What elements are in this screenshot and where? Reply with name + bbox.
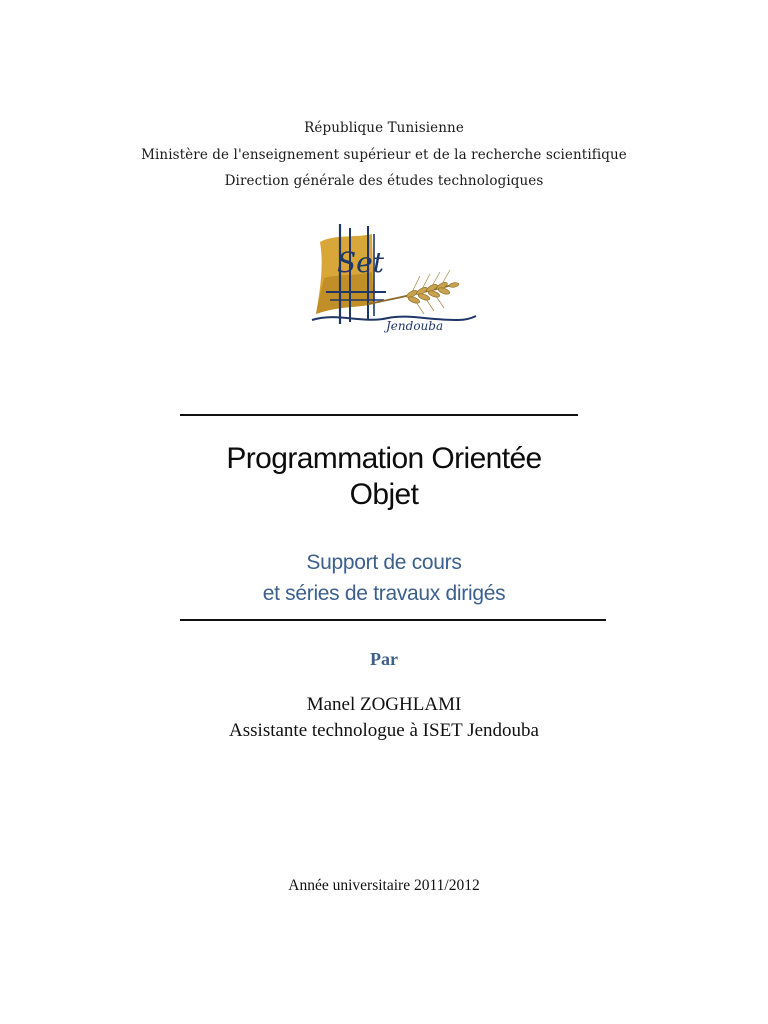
byline-par: Par: [370, 649, 398, 669]
top-rule: [180, 414, 578, 416]
author-position: Assistante technologue à ISET Jendouba: [229, 720, 539, 741]
header-country: République Tunisienne: [304, 120, 464, 136]
subtitle-line-2: et séries de travaux dirigés: [262, 582, 506, 605]
title-line-1: Programmation Orientée: [226, 442, 542, 475]
bottom-rule: [180, 619, 606, 621]
author-name: Manel ZOGHLAMI: [306, 694, 462, 715]
header-direction: Direction générale des études technologiques: [224, 173, 544, 189]
iset-jendouba-logo: [308, 220, 478, 338]
header-ministry: Ministère de l'enseignement supérieur et de la recherche scientifique: [141, 147, 627, 163]
logo-text: Set: [337, 246, 385, 279]
academic-year: Année universitaire 2011/2012: [288, 877, 480, 894]
subtitle-line-1: Support de cours: [306, 551, 462, 574]
title-line-2: Objet: [349, 478, 419, 511]
logo-subtext: Jendouba: [386, 319, 444, 333]
wheat-icon: [406, 281, 460, 305]
